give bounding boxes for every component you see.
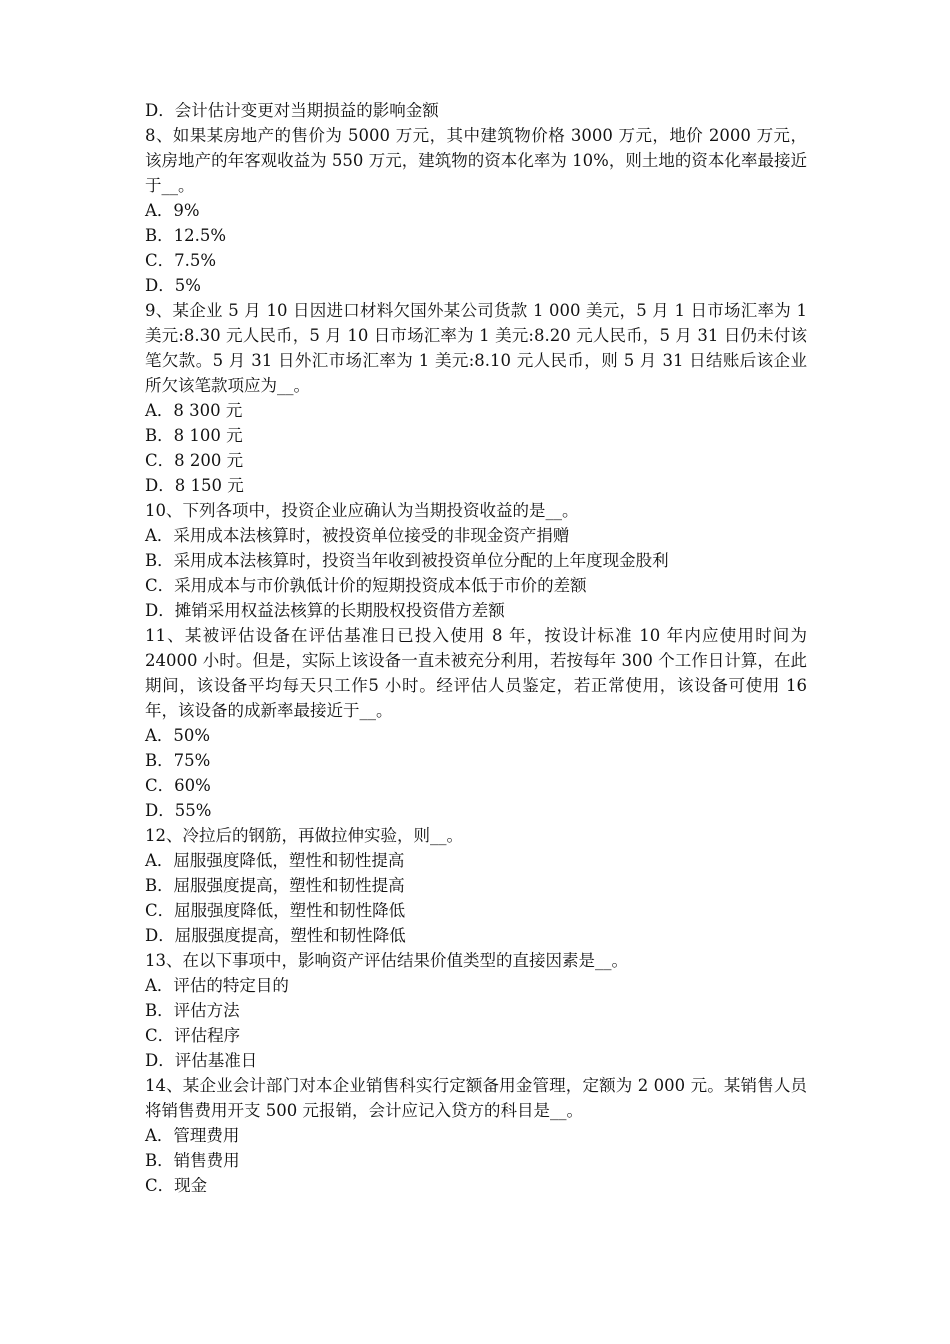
answer-option: A．屈服强度降低，塑性和韧性提高: [145, 851, 405, 870]
answer-option: A．管理费用: [145, 1126, 240, 1145]
answer-option: A．8 300 元: [145, 401, 243, 420]
answer-option: C．60%: [145, 776, 211, 795]
answer-option: D．5%: [145, 276, 201, 295]
answer-option: B．销售费用: [145, 1151, 240, 1170]
answer-option: C．现金: [145, 1176, 208, 1195]
question-text: 9、某企业 5 月 10 日因进口材料欠国外某公司货款 1 000 美元，5 月 1 日市场汇率为 1 美元:8.30 元人民币，5 月 10 日市场汇率为 1 美元:8.20 元人民币，5 月 31 日仍未付该笔欠款。5 月 31 日外汇市场汇率为 1 美元:8.10 元人民币，则 5 月 31 日结账后该企业所欠该笔款项应为__。: [145, 301, 807, 395]
answer-option: A．采用成本法核算时，被投资单位接受的非现金资产捐赠: [145, 526, 570, 545]
answer-option: D．8 150 元: [145, 476, 244, 495]
question-text: 10、下列各项中，投资企业应确认为当期投资收益的是__。: [145, 501, 579, 520]
answer-option: B．75%: [145, 751, 211, 770]
answer-option: D．屈服强度提高，塑性和韧性降低: [145, 926, 406, 945]
answer-option: C．屈服强度降低，塑性和韧性降低: [145, 901, 406, 920]
answer-option: A．50%: [145, 726, 211, 745]
answer-option: D．55%: [145, 801, 212, 820]
answer-option: A．9%: [145, 201, 200, 220]
answer-option: B．8 100 元: [145, 426, 243, 445]
answer-option: B．评估方法: [145, 1001, 240, 1020]
answer-option: B．12.5%: [145, 226, 227, 245]
answer-option: C．8 200 元: [145, 451, 244, 470]
answer-option: A．评估的特定目的: [145, 976, 289, 995]
question-text: 14、某企业会计部门对本企业销售科实行定额备用金管理，定额为 2 000 元。某销售人员将销售费用开支 500 元报销，会计应记入贷方的科目是__。: [145, 1076, 807, 1120]
answer-option: C．采用成本与市价孰低计价的短期投资成本低于市价的差额: [145, 576, 587, 595]
answer-option: D．会计估计变更对当期损益的影响金额: [145, 101, 439, 120]
answer-option: D．摊销采用权益法核算的长期股权投资借方差额: [145, 601, 505, 620]
document-body: [145, 98, 807, 1198]
answer-option: D．评估基准日: [145, 1051, 258, 1070]
answer-option: B．屈服强度提高，塑性和韧性提高: [145, 876, 405, 895]
question-text: 8、如果某房地产的售价为 5000 万元，其中建筑物价格 3000 万元，地价 2000 万元，该房地产的年客观收益为 550 万元，建筑物的资本化率为 10%，则土地的资本化率最接近于__。: [145, 126, 807, 195]
answer-option: C．评估程序: [145, 1026, 241, 1045]
question-text: 13、在以下事项中，影响资产评估结果价值类型的直接因素是__。: [145, 951, 628, 970]
answer-option: C．7.5%: [145, 251, 217, 270]
question-text: 12、冷拉后的钢筋，再做拉伸实验，则__。: [145, 826, 463, 845]
answer-option: B．采用成本法核算时，投资当年收到被投资单位分配的上年度现金股利: [145, 551, 669, 570]
question-text: 11、某被评估设备在评估基准日已投入使用 8 年，按设计标准 10 年内应使用时间为 24000 小时。但是，实际上该设备一直未被充分利用，若按每年 300 个工作日计算，在此期间，该设备平均每天只工作5 小时。经评估人员鉴定，若正常使用，该设备可使用 16 年，该设备的成新率最接近于__。: [145, 626, 807, 720]
